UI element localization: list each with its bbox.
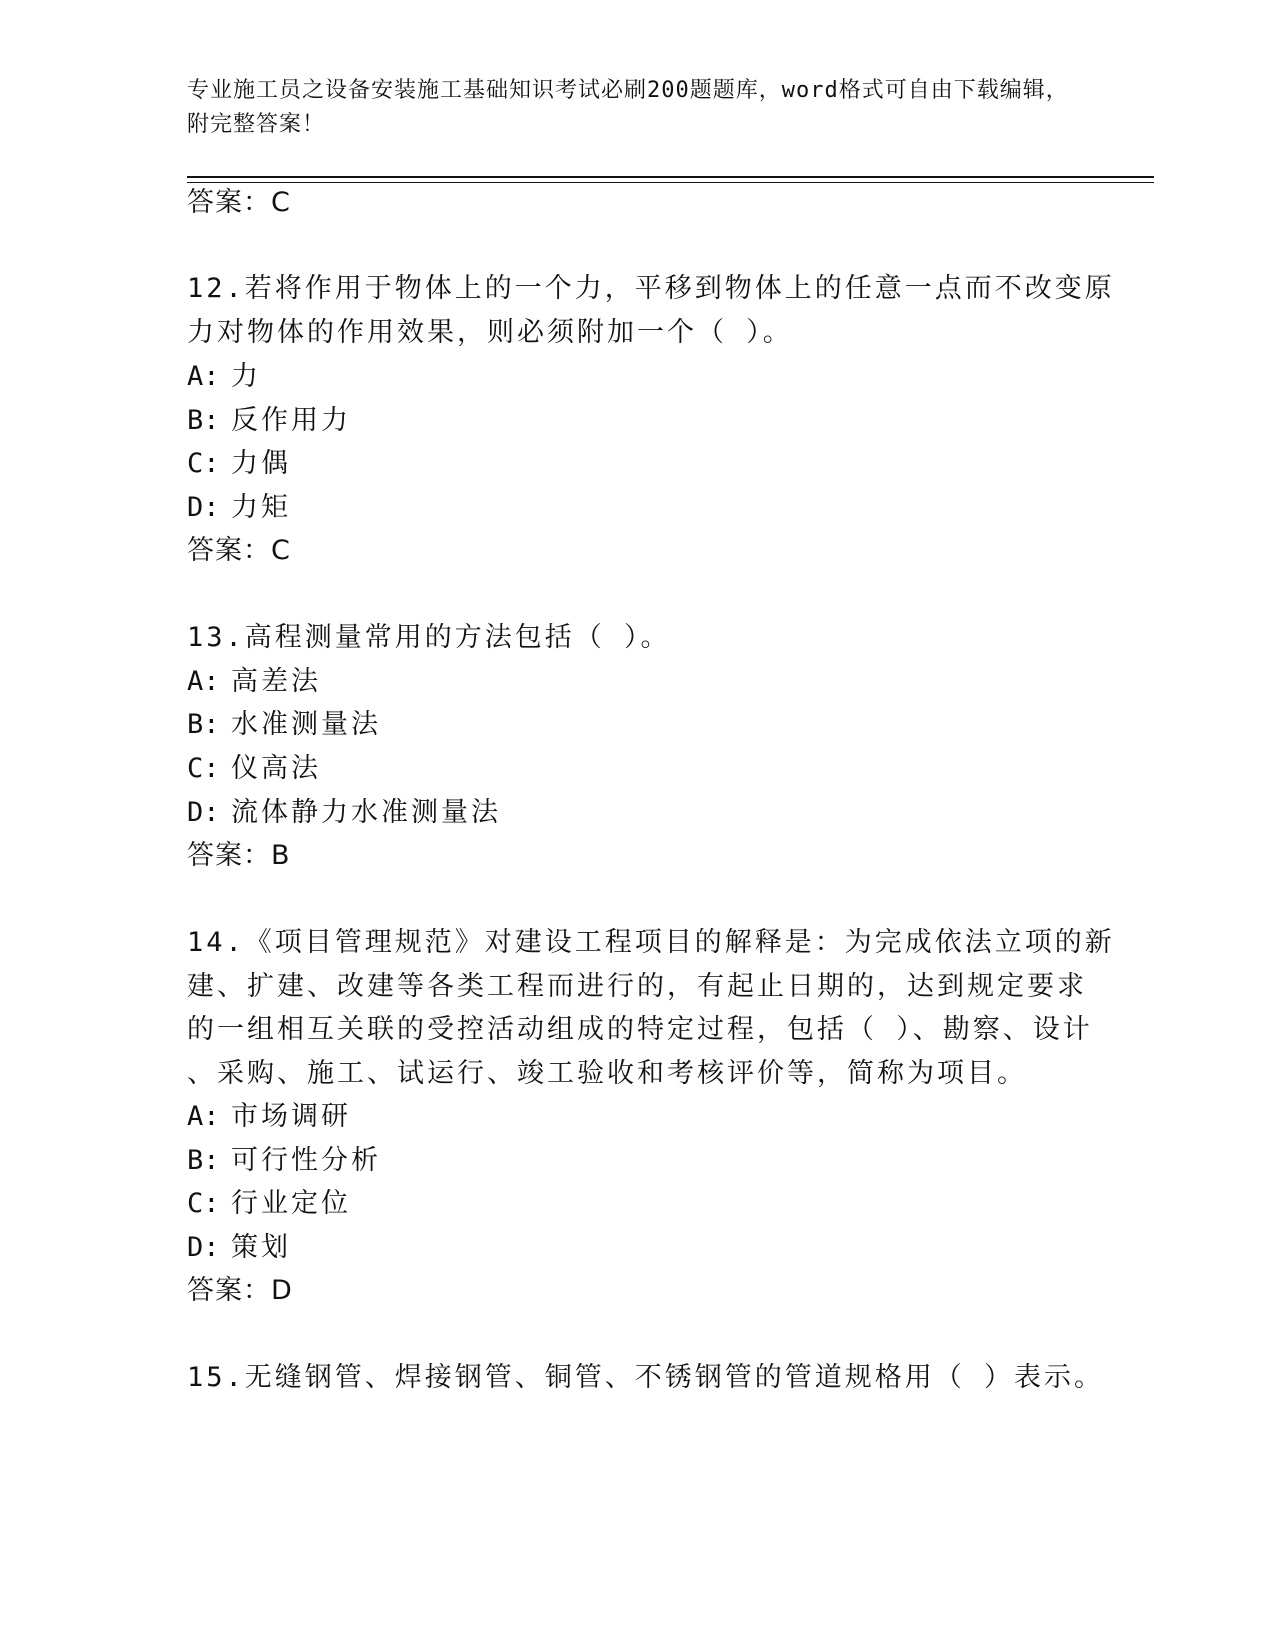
option-letter: D: — [187, 492, 220, 523]
document-header: 专业施工员之设备安装施工基础知识考试必刷200题题库，word格式可自由下载编辑，附完整答案！ — [187, 78, 1069, 137]
option-letter: C: — [187, 448, 220, 479]
option-text: 力矩 — [231, 492, 291, 523]
question-12-line-2: 力对物体的作用效果，则必须附加一个（ ）。 — [187, 317, 793, 348]
option-letter: B: — [187, 405, 220, 436]
answer-label: 答案： — [187, 187, 271, 218]
option-text: 高差法 — [231, 666, 321, 697]
option-d — [187, 796, 501, 830]
option-a — [187, 1100, 351, 1134]
option-letter: B: — [187, 1145, 220, 1176]
option-letter: A: — [187, 361, 220, 392]
option-text: 可行性分析 — [231, 1145, 381, 1176]
option-letter: C: — [187, 753, 220, 784]
option-a — [187, 665, 321, 699]
answer-value: C — [271, 535, 291, 566]
question-14-line-4: 、采购、施工、试运行、竣工验收和考核评价等，简称为项目。 — [187, 1058, 1027, 1089]
option-text: 仪高法 — [231, 753, 321, 784]
option-d — [187, 491, 291, 525]
question-14-line-3: 的一组相互关联的受控活动组成的特定过程，包括（ ）、勘察、设计 — [187, 1014, 1093, 1045]
option-b — [187, 1144, 381, 1178]
option-letter: C: — [187, 1188, 220, 1219]
option-c — [187, 447, 291, 481]
answer-label: 答案： — [187, 1275, 271, 1306]
header-divider-thick — [187, 176, 1154, 178]
answer-line-13 — [187, 839, 291, 873]
option-text: 行业定位 — [231, 1188, 351, 1219]
option-a — [187, 360, 261, 394]
option-c — [187, 1187, 351, 1221]
option-b — [187, 708, 381, 742]
option-text: 流体静力水准测量法 — [231, 797, 501, 828]
answer-value: C — [271, 187, 291, 218]
answer-line-14 — [187, 1274, 293, 1308]
option-text: 反作用力 — [231, 405, 351, 436]
option-text: 策划 — [231, 1232, 291, 1263]
header-divider-thin — [187, 182, 1154, 183]
option-text: 水准测量法 — [231, 709, 381, 740]
option-letter: D: — [187, 797, 220, 828]
answer-line-12 — [187, 534, 291, 568]
option-text: 力 — [231, 361, 261, 392]
option-text: 市场调研 — [231, 1101, 351, 1132]
answer-value: D — [271, 1275, 293, 1306]
answer-label: 答案： — [187, 535, 271, 566]
option-c — [187, 752, 321, 786]
question-14-line-1: 14.《项目管理规范》对建设工程项目的解释是：为完成依法立项的新 — [187, 927, 1115, 958]
option-b — [187, 404, 351, 438]
option-letter: D: — [187, 1232, 220, 1263]
answer-label: 答案： — [187, 840, 271, 871]
question-12-line-1: 12.若将作用于物体上的一个力，平移到物体上的任意一点而不改变原 — [187, 273, 1115, 304]
answer-value: B — [271, 840, 291, 871]
question-13-line-1: 13.高程测量常用的方法包括（ ）。 — [187, 622, 671, 653]
question-15-line-1: 15.无缝钢管、焊接钢管、铜管、不锈钢管的管道规格用（ ）表示。 — [187, 1362, 1105, 1393]
option-letter: B: — [187, 709, 220, 740]
question-14-line-2: 建、扩建、改建等各类工程而进行的，有起止日期的，达到规定要求 — [187, 971, 1087, 1002]
option-letter: A: — [187, 1101, 220, 1132]
option-d — [187, 1231, 291, 1265]
option-letter: A: — [187, 666, 220, 697]
option-text: 力偶 — [231, 448, 291, 479]
answer-line-prev — [187, 186, 291, 220]
